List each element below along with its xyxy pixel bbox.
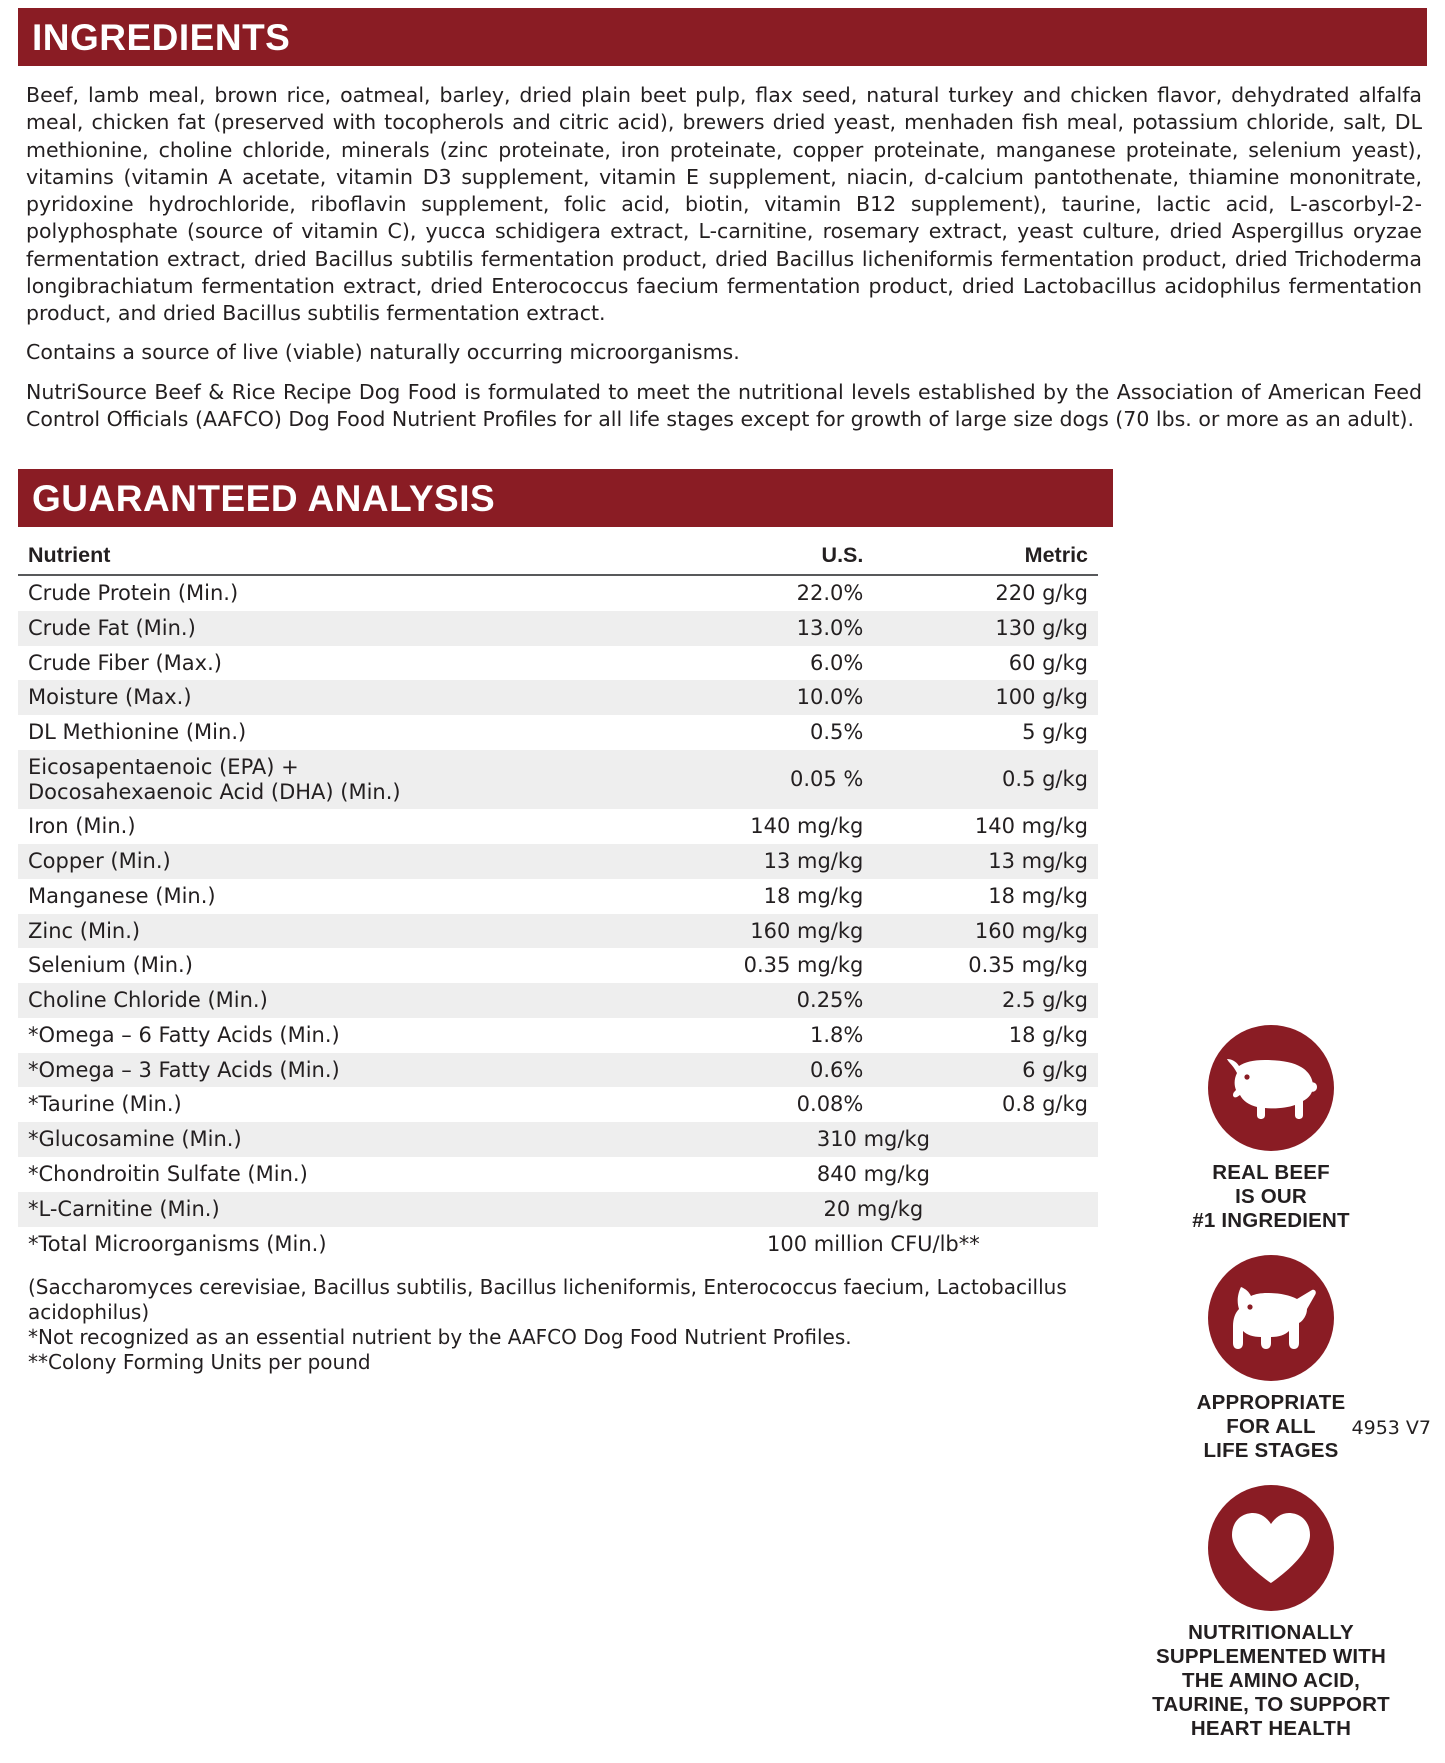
table-row [18, 983, 1098, 1018]
table-row [18, 1227, 1098, 1262]
nutrient-value-metric: 5 g/kg [873, 715, 1098, 750]
column-header-us: U.S. [649, 541, 874, 575]
table-row [18, 715, 1098, 750]
note-strains: (Saccharomyces cerevisiae, Bacillus subtilis, Bacillus licheniformis, Enterococcus faecium, Lactobacillus acidophilus) [28, 1275, 1067, 1325]
nutrient-value-us: 160 mg/kg [649, 914, 874, 949]
ingredients-body [18, 66, 1430, 433]
nutrient-value-us: 0.6% [649, 1053, 874, 1088]
nutrient-name: Zinc (Min.) [18, 914, 649, 949]
table-row [18, 1018, 1098, 1053]
nutrient-value-us: 6.0% [649, 646, 874, 681]
column-header-nutrient: Nutrient [18, 541, 649, 575]
table-header-row [18, 541, 1098, 575]
nutrient-name: Moisture (Max.) [18, 680, 649, 715]
nutrient-name: Crude Protein (Min.) [18, 575, 649, 611]
badge-life-stages-text: APPROPRIATE FOR ALL LIFE STAGES [1196, 1390, 1346, 1462]
table-row [18, 844, 1098, 879]
ingredients-header [18, 8, 1427, 66]
badge-real-beef [1121, 1025, 1421, 1233]
nutrient-value-us: 13.0% [649, 611, 874, 646]
nutrient-value-metric: 130 g/kg [873, 611, 1098, 646]
heart-icon [1208, 1485, 1334, 1611]
nutrient-value-metric: 220 g/kg [873, 575, 1098, 611]
nutrient-name: *L-Carnitine (Min.) [18, 1192, 649, 1227]
nutrient-value-us: 1.8% [649, 1018, 874, 1053]
nutrient-name: *Total Microorganisms (Min.) [18, 1227, 649, 1262]
table-row [18, 1192, 1098, 1227]
nutrient-name: *Glucosamine (Min.) [18, 1122, 649, 1157]
guaranteed-analysis-header [18, 469, 1113, 527]
table-row [18, 1053, 1098, 1088]
nutrient-value-us: 0.08% [649, 1087, 874, 1122]
nutrient-value-metric: 18 g/kg [873, 1018, 1098, 1053]
nutrient-name: *Taurine (Min.) [18, 1087, 649, 1122]
nutrient-value-us: 0.5% [649, 715, 874, 750]
nutrient-value: 20 mg/kg [649, 1192, 1098, 1227]
nutrient-value-metric: 18 mg/kg [873, 879, 1098, 914]
table-row [18, 750, 1098, 810]
nutrient-name: Crude Fat (Min.) [18, 611, 649, 646]
nutrient-value-us: 0.35 mg/kg [649, 948, 874, 983]
guaranteed-analysis-title: GUARANTEED ANALYSIS [32, 477, 496, 519]
table-row [18, 1157, 1098, 1192]
nutrient-name: Choline Chloride (Min.) [18, 983, 649, 1018]
table-row [18, 1087, 1098, 1122]
table-row [18, 948, 1098, 983]
nutrient-value-us: 13 mg/kg [649, 844, 874, 879]
dog-icon [1208, 1255, 1334, 1381]
ingredients-title: INGREDIENTS [32, 16, 291, 58]
note-asterisk: *Not recognized as an essential nutrient by the AAFCO Dog Food Nutrient Profiles. [28, 1325, 852, 1350]
nutrient-value-metric: 0.5 g/kg [873, 750, 1098, 810]
ingredients-paragraph: Beef, lamb meal, brown rice, oatmeal, barley, dried plain beet pulp, flax seed, natural turkey and chicken flavor, dehydrated alfalfa meal, chicken fat (preserved with tocopherols and citric acid), brewers dried yeast, menhaden fish meal, potassium chloride, salt, DL methionine, choline chloride, minerals (zinc proteinate, iron proteinate, copper proteinate, manganese proteinate, selenium yeast), vitamins (vitamin A acetate, vitamin D3 supplement, vitamin E supplement, niacin, d-calcium pantothenate, thiamine mononitrate, pyridoxine hydrochloride, riboflavin supplement, folic acid, biotin, vitamin B12 supplement), taurine, lactic acid, L-ascorbyl-2-polyphosphate (source of vitamin C), yucca schidigera extract, L-carnitine, rosemary extract, yeast culture, dried Aspergillus oryzae fermentation extract, dried Bacillus subtilis fermentation product, dried Bacillus licheniformis fermentation product, dried Trichoderma longibrachiatum fermentation extract, dried Enterococcus faecium fermentation product, dried Lactobacillus acidophilus fermentation product, and dried Bacillus subtilis fermentation extract. [26, 83, 1422, 325]
nutrient-value-metric: 140 mg/kg [873, 809, 1098, 844]
cow-icon [1208, 1025, 1334, 1151]
table-row [18, 611, 1098, 646]
nutrient-value: 840 mg/kg [649, 1157, 1098, 1192]
badge-taurine-heart-text: NUTRITIONALLY SUPPLEMENTED WITH THE AMINO ACID, TAURINE, TO SUPPORT HEART HEALTH [1152, 1620, 1390, 1740]
label-code: 4953 V7 [1351, 1417, 1431, 1439]
table-row [18, 879, 1098, 914]
nutrient-name: Selenium (Min.) [18, 948, 649, 983]
nutrient-name: Copper (Min.) [18, 844, 649, 879]
guaranteed-analysis-table-wrap [18, 541, 1098, 1375]
nutrient-value-us: 10.0% [649, 680, 874, 715]
nutrient-value: 100 million CFU/lb** [649, 1227, 1098, 1262]
nutrient-name: *Omega – 3 Fatty Acids (Min.) [18, 1053, 649, 1088]
nutrient-value-metric: 0.8 g/kg [873, 1087, 1098, 1122]
nutrient-name: *Omega – 6 Fatty Acids (Min.) [18, 1018, 649, 1053]
nutrient-value-metric: 13 mg/kg [873, 844, 1098, 879]
nutrient-value-metric: 6 g/kg [873, 1053, 1098, 1088]
badge-real-beef-text: REAL BEEF IS OUR #1 INGREDIENT [1192, 1161, 1350, 1232]
table-row [18, 646, 1098, 681]
nutrient-value-us: 18 mg/kg [649, 879, 874, 914]
ingredients-aafco-statement: NutriSource Beef & Rice Recipe Dog Food is formulated to meet the nutritional levels established by the Association of American Feed Control Officials (AAFCO) Dog Food Nutrient Profiles for all life stages except for growth of large size dogs (70 lbs. or more as an adult). [26, 379, 1422, 431]
nutrient-value-metric: 2.5 g/kg [873, 983, 1098, 1018]
nutrient-name: Crude Fiber (Max.) [18, 646, 649, 681]
feature-badges [1121, 1025, 1421, 1763]
nutrient-value-metric: 0.35 mg/kg [873, 948, 1098, 983]
table-row [18, 575, 1098, 611]
nutrient-name: Eicosapentaenoic (EPA) + Docosahexaenoic Acid (DHA) (Min.) [18, 750, 649, 810]
nutrient-value: 310 mg/kg [649, 1122, 1098, 1157]
nutrient-value-metric: 100 g/kg [873, 680, 1098, 715]
nutrient-value-us: 22.0% [649, 575, 874, 611]
note-double-asterisk: **Colony Forming Units per pound [28, 1350, 371, 1375]
nutrient-value-us: 140 mg/kg [649, 809, 874, 844]
nutrient-value-metric: 160 mg/kg [873, 914, 1098, 949]
badge-taurine-heart [1121, 1485, 1421, 1741]
label-page [0, 8, 1445, 1740]
nutrient-value-metric: 60 g/kg [873, 646, 1098, 681]
table-row [18, 1122, 1098, 1157]
nutrient-name: *Chondroitin Sulfate (Min.) [18, 1157, 649, 1192]
table-row [18, 680, 1098, 715]
guaranteed-analysis-notes [18, 1261, 1098, 1375]
nutrient-name: Manganese (Min.) [18, 879, 649, 914]
nutrient-value-us: 0.25% [649, 983, 874, 1018]
table-row [18, 914, 1098, 949]
ingredients-microorganisms-note: Contains a source of live (viable) naturally occurring microorganisms. [26, 340, 740, 365]
nutrient-name: DL Methionine (Min.) [18, 715, 649, 750]
column-header-metric: Metric [873, 541, 1098, 575]
table-row [18, 809, 1098, 844]
nutrient-value-us: 0.05 % [649, 750, 874, 810]
nutrient-name: Iron (Min.) [18, 809, 649, 844]
guaranteed-analysis-table [18, 541, 1098, 1261]
